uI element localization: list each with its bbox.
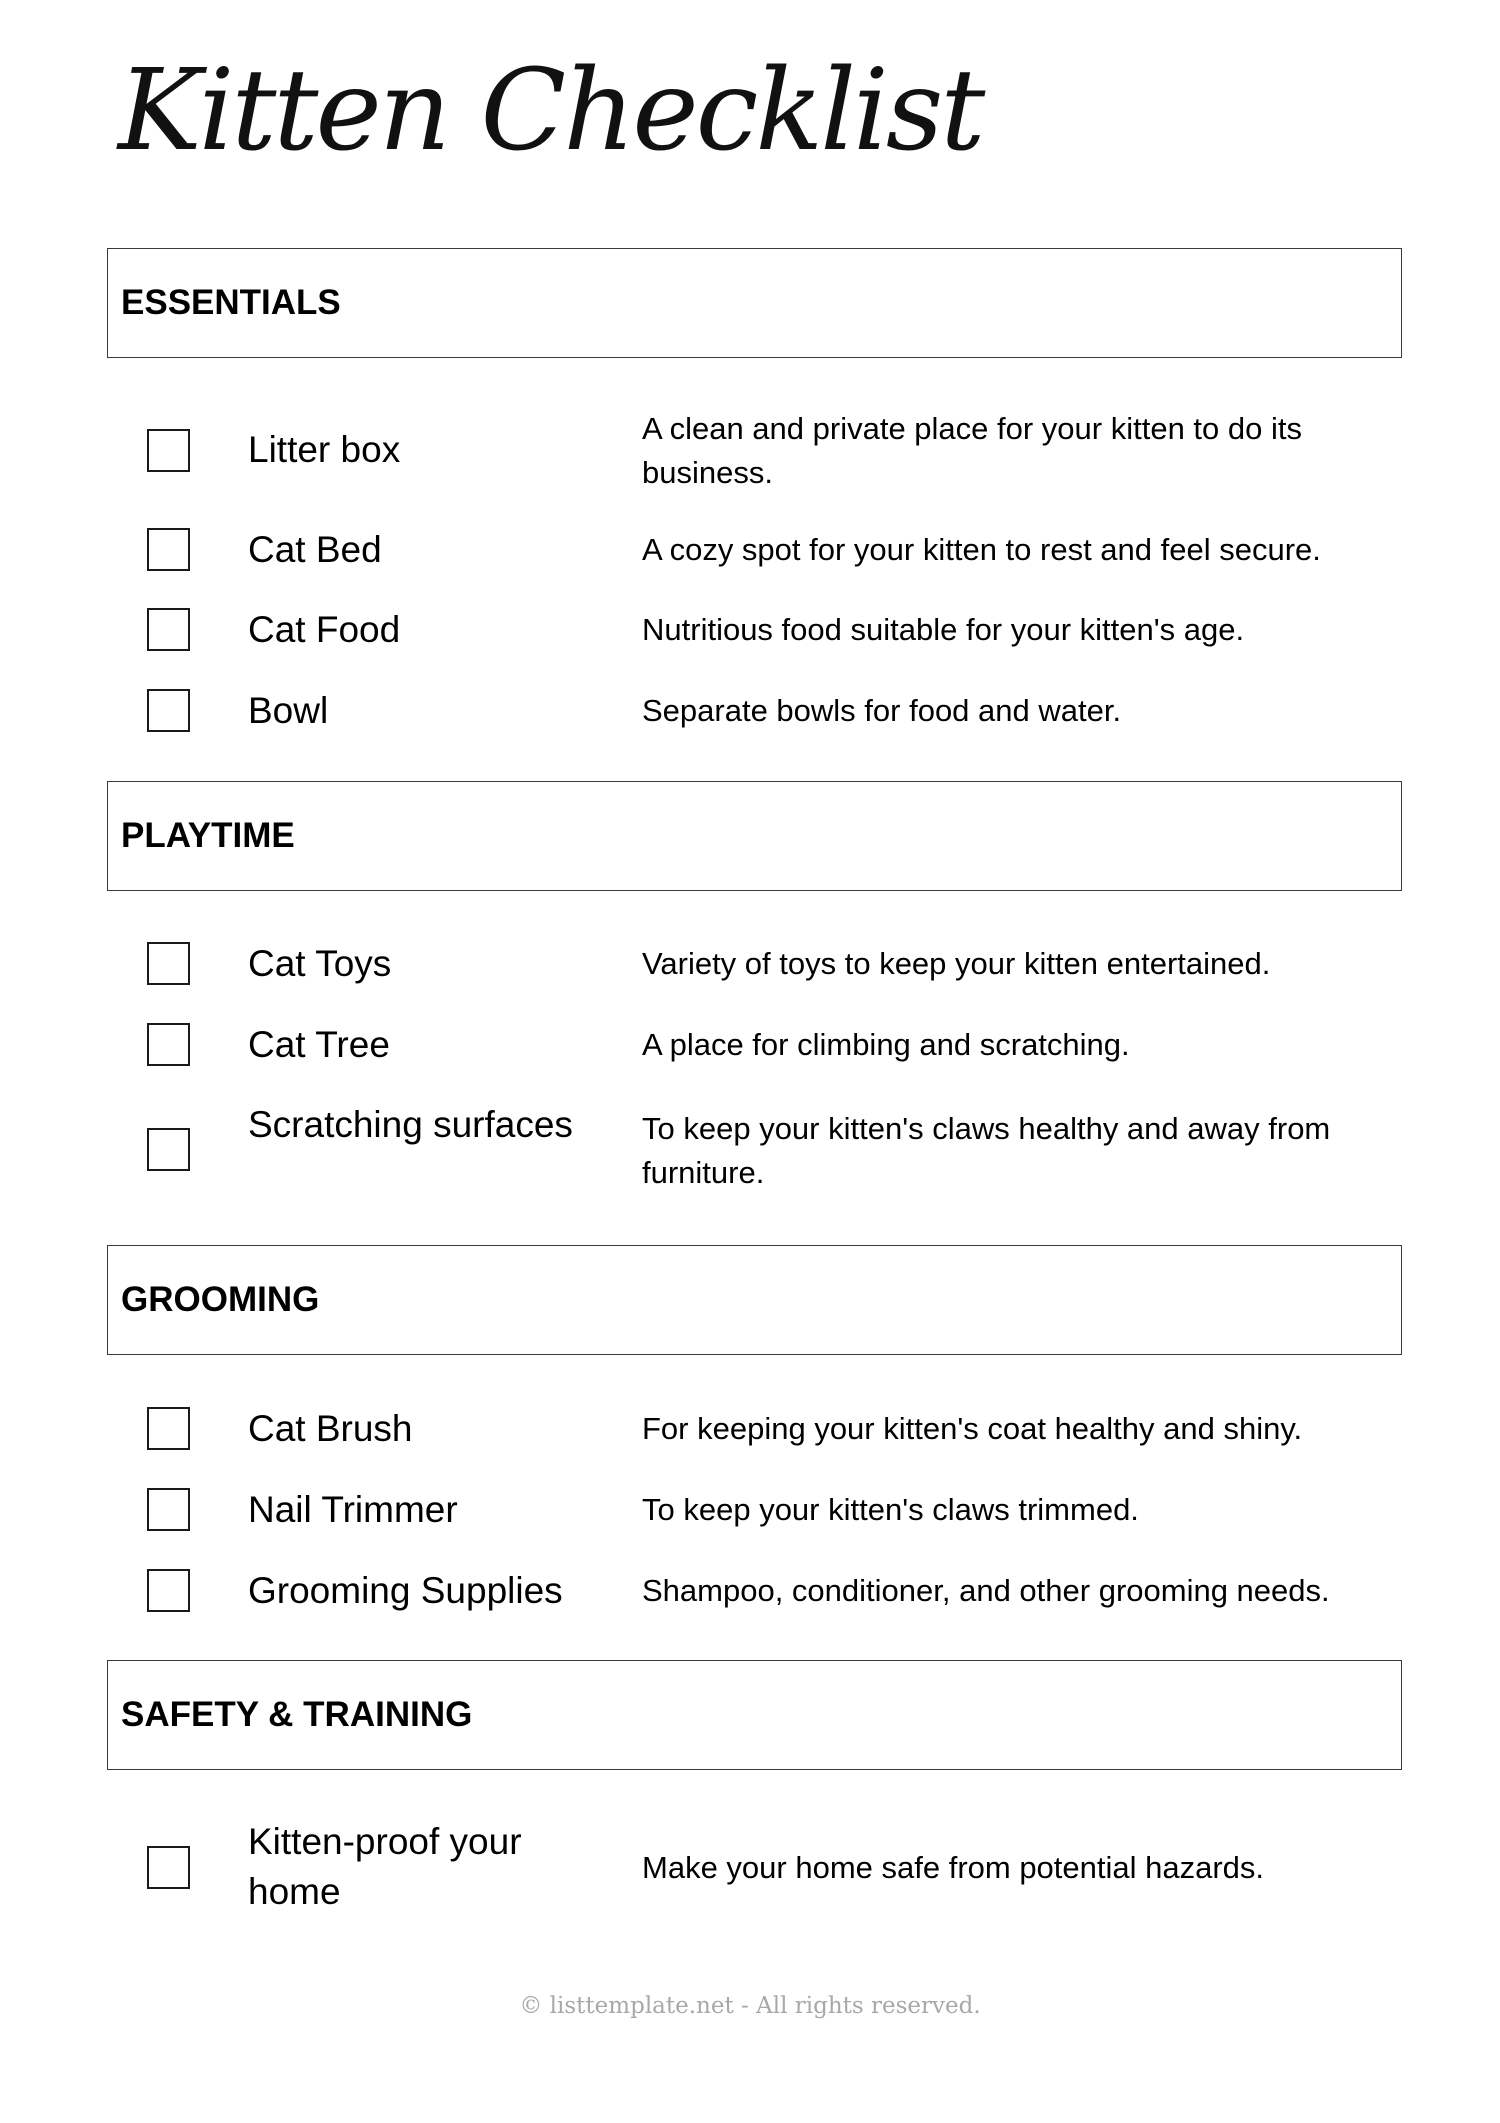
item-description: Variety of toys to keep your kitten entertained. <box>642 946 1271 981</box>
checkbox[interactable] <box>147 608 190 651</box>
checklist-item <box>107 686 1402 736</box>
checklist-item <box>107 605 1402 655</box>
item-name: Cat Toys <box>248 943 392 984</box>
checkbox[interactable] <box>147 1846 190 1889</box>
checkbox[interactable] <box>147 1488 190 1531</box>
item-name: Cat Tree <box>248 1024 390 1065</box>
section-header-safety-training <box>107 1660 1402 1770</box>
item-name: Cat Bed <box>248 529 382 570</box>
item-name: Grooming Supplies <box>248 1570 563 1611</box>
item-name: Litter box <box>248 429 401 470</box>
item-description: Make your home safe from potential hazards. <box>642 1850 1265 1885</box>
item-name: Bowl <box>248 690 329 731</box>
section-header-grooming <box>107 1245 1402 1355</box>
section-header-essentials <box>107 248 1402 358</box>
section-heading: SAFETY & TRAINING <box>121 1695 473 1734</box>
checkbox[interactable] <box>147 1128 190 1171</box>
item-name: Cat Food <box>248 609 401 650</box>
checklist-item <box>107 1817 1402 1917</box>
checkbox[interactable] <box>147 1407 190 1450</box>
item-description: A cozy spot for your kitten to rest and feel secure. <box>642 532 1321 567</box>
checklist-item <box>107 939 1402 989</box>
footer-copyright: © listtemplate.net - All rights reserved. <box>519 1993 981 2019</box>
checklist-item <box>107 1100 1402 1200</box>
section-heading: ESSENTIALS <box>121 283 341 322</box>
checkbox[interactable] <box>147 1023 190 1066</box>
item-name: Scratching surfaces <box>248 1104 573 1145</box>
item-description: A clean and private place for your kitten to do its business. <box>642 411 1302 490</box>
checkbox[interactable] <box>147 528 190 571</box>
checklist-item <box>107 1020 1402 1070</box>
item-description: Shampoo, conditioner, and other grooming needs. <box>642 1573 1330 1608</box>
checkbox[interactable] <box>147 1569 190 1612</box>
item-description: To keep your kitten's claws healthy and away from furniture. <box>642 1111 1331 1190</box>
checklist-item <box>107 403 1402 498</box>
item-description: To keep your kitten's claws trimmed. <box>642 1492 1139 1527</box>
checklist-item <box>107 1566 1402 1616</box>
section-heading: GROOMING <box>121 1280 320 1319</box>
checkbox[interactable] <box>147 942 190 985</box>
checklist-item <box>107 1485 1402 1535</box>
item-name: Nail Trimmer <box>248 1489 458 1530</box>
section-heading: PLAYTIME <box>121 816 295 855</box>
item-description: A place for climbing and scratching. <box>642 1027 1130 1062</box>
item-name: Kitten-proof your home <box>248 1821 522 1912</box>
section-header-playtime <box>107 781 1402 891</box>
item-name: Cat Brush <box>248 1408 413 1449</box>
checklist-item <box>107 525 1402 575</box>
checkbox[interactable] <box>147 689 190 732</box>
checklist-item <box>107 1404 1402 1454</box>
item-description: Nutritious food suitable for your kitten's age. <box>642 612 1245 647</box>
page-title: Kitten Checklist <box>118 46 983 176</box>
checkbox[interactable] <box>147 429 190 472</box>
item-description: For keeping your kitten's coat healthy and shiny. <box>642 1411 1303 1446</box>
item-description: Separate bowls for food and water. <box>642 693 1122 728</box>
